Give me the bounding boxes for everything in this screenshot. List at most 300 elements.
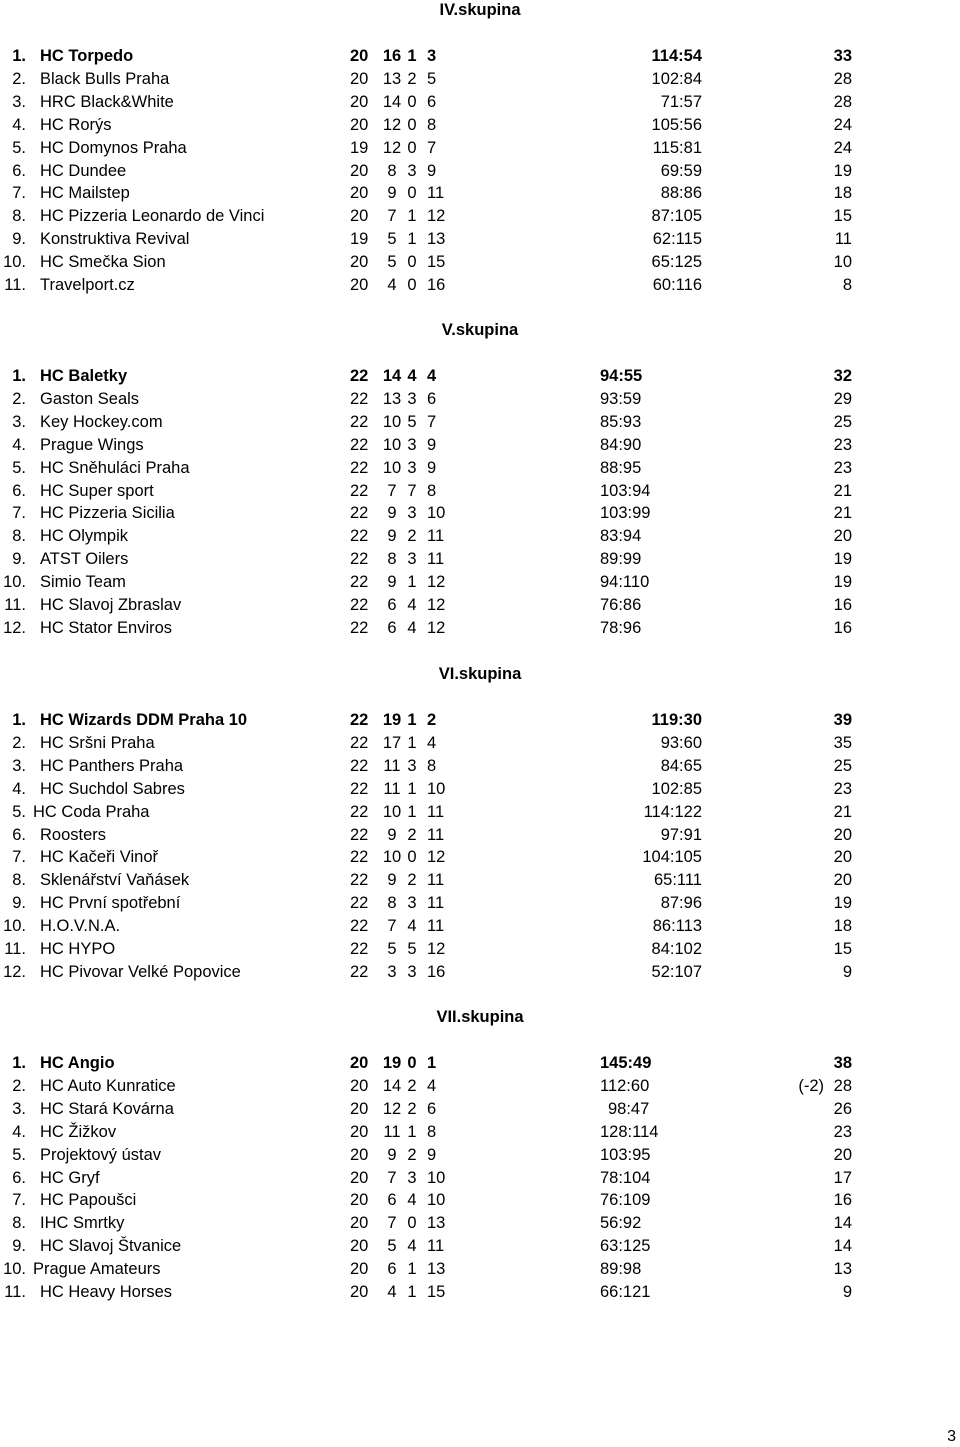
points-cell: 11 (834, 230, 852, 249)
standings-row (0, 1212, 960, 1235)
score-cell: 97:91 (660, 825, 702, 844)
standings-row (0, 434, 960, 457)
standings-row (0, 846, 960, 869)
wins-cell: 6 (387, 618, 397, 637)
wins-cell: 11 (383, 1122, 401, 1141)
score-cell: 76:86 (600, 596, 642, 614)
team-cell: HC Angio (40, 1054, 115, 1072)
rank-cell: 6. (12, 161, 26, 180)
draws-cell: 0 (407, 1214, 417, 1233)
losses-cell: 12 (427, 848, 446, 867)
games-cell: 20 (350, 276, 369, 294)
rank-cell: 10. (3, 253, 26, 272)
group-title: VII.skupina (436, 1008, 524, 1026)
standings-row (0, 1189, 960, 1212)
losses-cell: 16 (427, 962, 446, 981)
score-cell: 128:114 (600, 1122, 659, 1141)
team-cell: Projektový ústav (40, 1145, 162, 1164)
losses-cell: 3 (427, 47, 437, 65)
team-cell: HC Domynos Praha (40, 138, 187, 157)
wins-cell: 13 (382, 69, 402, 88)
wins-cell: 9 (387, 184, 397, 203)
losses-cell: 9 (427, 435, 437, 454)
points-cell: 26 (833, 1099, 852, 1118)
standings-row (0, 548, 960, 571)
wins-cell: 5 (387, 1237, 397, 1256)
wins-cell: 17 (382, 733, 402, 752)
team-cell: HC Heavy Horses (40, 1283, 173, 1301)
points-cell: 13 (833, 1260, 852, 1279)
losses-cell: 10 (427, 1191, 446, 1210)
rank-cell: 2. (12, 733, 26, 752)
score-cell: 65:125 (651, 253, 702, 272)
games-cell: 22 (350, 940, 369, 958)
rank-cell: 8. (12, 871, 26, 890)
standings-row (0, 228, 960, 251)
standings-row (0, 502, 960, 525)
team-cell: HC Smečka Sion (40, 253, 166, 272)
score-cell: 115:81 (652, 138, 702, 157)
rank-cell: 8. (12, 527, 26, 546)
points-cell: 21 (833, 802, 852, 821)
team-cell: HC Stator Enviros (40, 618, 173, 637)
games-cell: 20 (350, 1054, 369, 1072)
points-cell: 20 (833, 825, 852, 844)
games-cell: 20 (350, 92, 369, 111)
rank-cell: 1. (12, 1054, 26, 1072)
games-cell: 20 (350, 69, 369, 88)
losses-cell: 8 (427, 756, 437, 775)
wins-cell: 9 (387, 573, 397, 592)
losses-cell: 12 (427, 940, 446, 958)
draws-cell: 2 (407, 871, 417, 890)
team-cell: Black Bulls Praha (40, 69, 170, 88)
team-cell: Roosters (40, 825, 107, 844)
games-cell: 22 (350, 802, 369, 821)
standings-row (0, 961, 960, 984)
score-cell: 71:57 (660, 92, 702, 111)
draws-cell: 1 (407, 1122, 417, 1141)
score-cell: 60:116 (652, 276, 702, 294)
wins-cell: 14 (382, 92, 402, 111)
games-cell: 20 (350, 1260, 369, 1279)
rank-cell: 8. (12, 1214, 26, 1233)
wins-cell: 9 (387, 825, 397, 844)
score-cell: 102:85 (651, 779, 702, 798)
team-cell: HC Žižkov (40, 1122, 117, 1141)
wins-cell: 5 (387, 940, 397, 958)
wins-cell: 19 (382, 1054, 402, 1072)
points-cell: 20 (833, 1145, 852, 1164)
losses-cell: 4 (427, 733, 437, 752)
points-cell: 15 (833, 207, 852, 226)
score-cell: 66:121 (600, 1283, 651, 1301)
games-cell: 22 (350, 711, 369, 729)
points-cell: 23 (833, 1122, 852, 1141)
losses-cell: 9 (427, 161, 437, 180)
games-cell: 22 (350, 367, 369, 385)
losses-cell: 13 (427, 1260, 446, 1279)
rank-cell: 7. (12, 848, 26, 867)
standings-row (0, 525, 960, 548)
standings-row (0, 45, 960, 68)
rank-cell: 3. (12, 92, 26, 111)
draws-cell: 1 (407, 779, 417, 798)
draws-cell: 2 (407, 69, 417, 88)
points-cell: 9 (842, 962, 852, 981)
losses-cell: 11 (427, 917, 445, 936)
losses-cell: 12 (427, 207, 446, 226)
score-cell: 85:93 (600, 412, 642, 431)
games-cell: 20 (350, 115, 369, 134)
score-cell: 87:96 (660, 894, 702, 913)
score-cell: 103:94 (600, 481, 651, 500)
team-cell: HC Pivovar Velké Popovice (40, 962, 241, 981)
losses-cell: 5 (427, 69, 437, 88)
games-cell: 22 (350, 527, 369, 546)
games-cell: 22 (350, 618, 369, 637)
wins-cell: 11 (383, 756, 401, 775)
score-cell: 78:104 (600, 1168, 651, 1187)
rank-cell: 5. (12, 138, 26, 157)
rank-cell: 5. (12, 458, 26, 477)
points-cell: 19 (833, 573, 852, 592)
wins-cell: 7 (387, 1214, 397, 1233)
draws-cell: 0 (407, 1054, 417, 1072)
score-cell: 87:105 (651, 207, 702, 226)
draws-cell: 4 (407, 618, 417, 637)
draws-cell: 2 (407, 825, 417, 844)
rank-cell: 1. (12, 47, 26, 65)
losses-cell: 11 (427, 894, 445, 913)
games-cell: 20 (350, 1122, 369, 1141)
team-cell: HC Olympik (40, 527, 129, 546)
standings-row (0, 1144, 960, 1167)
standings-row (0, 480, 960, 503)
draws-cell: 0 (407, 138, 417, 157)
rank-cell: 4. (12, 435, 26, 454)
games-cell: 22 (350, 779, 369, 798)
rank-cell: 1. (12, 367, 26, 385)
score-cell: 98:47 (608, 1099, 650, 1118)
points-cell: 10 (833, 253, 852, 272)
score-cell: 103:99 (600, 504, 651, 523)
losses-cell: 9 (427, 1145, 437, 1164)
games-cell: 22 (350, 573, 369, 592)
points-cell: 16 (833, 618, 852, 637)
games-cell: 22 (350, 458, 369, 477)
wins-cell: 8 (387, 550, 397, 569)
score-cell: 84:102 (651, 940, 702, 958)
score-cell: 69:59 (660, 161, 702, 180)
points-cell: 24 (833, 115, 852, 134)
losses-cell: 15 (427, 1283, 446, 1301)
score-cell: 78:96 (600, 618, 642, 637)
score-cell: 93:59 (600, 389, 642, 408)
draws-cell: 3 (407, 756, 417, 775)
wins-cell: 11 (383, 779, 401, 798)
points-cell: 16 (833, 1191, 852, 1210)
losses-cell: 12 (427, 596, 446, 614)
games-cell: 19 (350, 138, 369, 157)
points-cell: 28 (833, 92, 852, 111)
draws-cell: 2 (407, 1099, 417, 1118)
standings-row (0, 938, 960, 961)
games-cell: 19 (350, 230, 369, 249)
draws-cell: 1 (407, 1260, 417, 1279)
losses-cell: 7 (427, 138, 437, 157)
rank-cell: 5. (12, 1145, 26, 1164)
games-cell: 22 (350, 871, 369, 890)
games-cell: 20 (350, 1283, 369, 1301)
standings-row (0, 137, 960, 160)
points-cell: 28 (833, 1076, 852, 1095)
draws-cell: 4 (407, 367, 417, 385)
rank-cell: 2. (12, 389, 26, 408)
score-cell: 86:113 (652, 917, 702, 936)
losses-cell: 4 (427, 367, 437, 385)
points-cell: 16 (833, 596, 852, 614)
score-cell: 83:94 (600, 527, 642, 546)
rank-cell: 9. (12, 1237, 26, 1256)
losses-cell: 12 (427, 573, 446, 592)
team-cell: HC HYPO (40, 940, 116, 958)
draws-cell: 4 (407, 1237, 417, 1256)
standings-row (0, 68, 960, 91)
team-cell: HC Torpedo (40, 47, 134, 65)
wins-cell: 6 (387, 596, 397, 614)
team-cell: ATST Oilers (40, 550, 129, 569)
rank-cell: 12. (3, 962, 26, 981)
points-cell: 20 (833, 871, 852, 890)
team-cell: HC Suchdol Sabres (40, 779, 185, 798)
score-cell: 65:111 (653, 871, 702, 890)
draws-cell: 3 (407, 389, 417, 408)
rank-cell: 7. (12, 184, 26, 203)
standings-row (0, 801, 960, 824)
rank-cell: 4. (12, 115, 26, 134)
wins-cell: 9 (387, 527, 397, 546)
rank-cell: 7. (12, 1191, 26, 1210)
losses-cell: 11 (427, 184, 445, 203)
note-cell: (-2) (798, 1076, 824, 1095)
draws-cell: 0 (407, 276, 417, 294)
games-cell: 20 (350, 47, 369, 65)
wins-cell: 13 (382, 389, 402, 408)
losses-cell: 13 (427, 230, 446, 249)
games-cell: 22 (350, 756, 369, 775)
draws-cell: 3 (407, 1168, 417, 1187)
standings-row (0, 732, 960, 755)
rank-cell: 9. (12, 550, 26, 569)
score-cell: 145:49 (600, 1054, 652, 1072)
games-cell: 22 (350, 550, 369, 569)
draws-cell: 1 (407, 47, 417, 65)
draws-cell: 4 (407, 917, 417, 936)
standings-row (0, 892, 960, 915)
team-cell: Travelport.cz (40, 276, 135, 294)
games-cell: 20 (350, 1214, 369, 1233)
losses-cell: 7 (427, 412, 437, 431)
points-cell: 20 (833, 527, 852, 546)
rank-cell: 6. (12, 825, 26, 844)
losses-cell: 10 (427, 1168, 446, 1187)
draws-cell: 2 (407, 1145, 417, 1164)
standings-row (0, 1121, 960, 1144)
draws-cell: 1 (407, 230, 417, 249)
points-cell: 28 (833, 69, 852, 88)
points-cell: 23 (833, 435, 852, 454)
wins-cell: 12 (382, 1099, 402, 1118)
points-cell: 21 (833, 481, 852, 500)
losses-cell: 11 (427, 1237, 445, 1256)
score-cell: 62:115 (652, 230, 702, 249)
points-cell: 35 (833, 733, 852, 752)
points-cell: 14 (833, 1237, 852, 1256)
losses-cell: 15 (427, 253, 446, 272)
team-cell: HC Slavoj Štvanice (40, 1237, 182, 1256)
points-cell: 25 (833, 756, 852, 775)
score-cell: 94:55 (600, 367, 643, 385)
score-cell: 76:109 (600, 1191, 651, 1210)
draws-cell: 2 (407, 1076, 417, 1095)
losses-cell: 4 (427, 1076, 437, 1095)
group-title: VI.skupina (438, 665, 522, 683)
team-cell: HC Stará Kovárna (40, 1099, 174, 1118)
draws-cell: 3 (407, 962, 417, 981)
standings-row (0, 778, 960, 801)
draws-cell: 3 (407, 550, 417, 569)
team-cell: HC Pizzeria Sicilia (40, 504, 175, 523)
team-cell: HC Coda Praha (33, 802, 150, 821)
games-cell: 20 (350, 1237, 369, 1256)
games-cell: 20 (350, 184, 369, 203)
team-cell: HC Super sport (40, 481, 154, 500)
games-cell: 20 (350, 1168, 369, 1187)
games-cell: 22 (350, 389, 369, 408)
wins-cell: 12 (382, 115, 402, 134)
team-cell: HC Slavoj Zbraslav (40, 596, 182, 614)
wins-cell: 9 (387, 1145, 397, 1164)
draws-cell: 1 (407, 1283, 417, 1301)
wins-cell: 14 (382, 1076, 402, 1095)
points-cell: 23 (833, 458, 852, 477)
standings-row (0, 411, 960, 434)
draws-cell: 3 (407, 435, 417, 454)
wins-cell: 10 (382, 458, 402, 477)
team-cell: Simio Team (40, 573, 126, 592)
standings-row (0, 274, 960, 297)
games-cell: 20 (350, 1145, 369, 1164)
points-cell: 9 (842, 1283, 852, 1301)
losses-cell: 12 (427, 618, 446, 637)
losses-cell: 9 (427, 458, 437, 477)
games-cell: 20 (350, 1076, 369, 1095)
games-cell: 22 (350, 412, 369, 431)
team-cell: HC Sněhuláci Praha (40, 458, 190, 477)
score-cell: 93:60 (660, 733, 702, 752)
standings-row (0, 182, 960, 205)
standings-row (0, 365, 960, 388)
losses-cell: 6 (427, 1099, 437, 1118)
score-cell: 102:84 (651, 69, 702, 88)
rank-cell: 12. (3, 618, 26, 637)
points-cell: 23 (833, 779, 852, 798)
games-cell: 22 (350, 481, 369, 500)
wins-cell: 5 (387, 253, 397, 272)
standings-row (0, 869, 960, 892)
games-cell: 22 (350, 435, 369, 454)
standings-row (0, 457, 960, 480)
draws-cell: 1 (407, 802, 417, 821)
rank-cell: 3. (12, 756, 26, 775)
standings-row (0, 915, 960, 938)
draws-cell: 5 (407, 412, 417, 431)
standings-row (0, 824, 960, 847)
losses-cell: 11 (427, 550, 445, 569)
points-cell: 21 (833, 504, 852, 523)
losses-cell: 1 (427, 1054, 437, 1072)
score-cell: 103:95 (600, 1145, 651, 1164)
team-cell: Konstruktiva Revival (40, 230, 190, 249)
rank-cell: 10. (3, 917, 26, 936)
games-cell: 22 (350, 733, 369, 752)
team-cell: HC Gryf (40, 1168, 100, 1187)
games-cell: 22 (350, 848, 369, 867)
draws-cell: 4 (407, 596, 417, 614)
draws-cell: 0 (407, 115, 417, 134)
wins-cell: 8 (387, 894, 397, 913)
points-cell: 15 (833, 940, 852, 958)
draws-cell: 1 (407, 207, 417, 226)
draws-cell: 3 (407, 504, 417, 523)
games-cell: 22 (350, 596, 369, 614)
draws-cell: 7 (407, 481, 417, 500)
standings-row (0, 1281, 960, 1304)
standings-row (0, 594, 960, 617)
standings-row (0, 1167, 960, 1190)
standings-row (0, 1258, 960, 1281)
points-cell: 20 (833, 848, 852, 867)
rank-cell: 6. (12, 1168, 26, 1187)
score-cell: 89:98 (600, 1260, 642, 1279)
points-cell: 18 (833, 184, 852, 203)
wins-cell: 19 (382, 711, 402, 729)
rank-cell: 11. (4, 940, 26, 958)
standings-row (0, 755, 960, 778)
draws-cell: 3 (407, 894, 417, 913)
draws-cell: 2 (407, 527, 417, 546)
rank-cell: 1. (12, 711, 26, 729)
score-cell: 112:60 (600, 1076, 650, 1095)
team-cell: HC Rorýs (40, 115, 112, 134)
team-cell: HC Panthers Praha (40, 756, 184, 775)
points-cell: 38 (833, 1054, 852, 1072)
losses-cell: 11 (427, 802, 445, 821)
team-cell: HC Mailstep (40, 184, 130, 203)
draws-cell: 0 (407, 184, 417, 203)
standings-row (0, 1098, 960, 1121)
losses-cell: 16 (427, 276, 446, 294)
points-cell: 19 (833, 550, 852, 569)
standings-row (0, 571, 960, 594)
team-cell: HC Papoušci (40, 1191, 137, 1210)
wins-cell: 10 (382, 435, 402, 454)
wins-cell: 3 (387, 962, 397, 981)
standings-row (0, 617, 960, 640)
draws-cell: 5 (407, 940, 417, 958)
team-cell: HC Wizards DDM Praha 10 (40, 711, 248, 729)
